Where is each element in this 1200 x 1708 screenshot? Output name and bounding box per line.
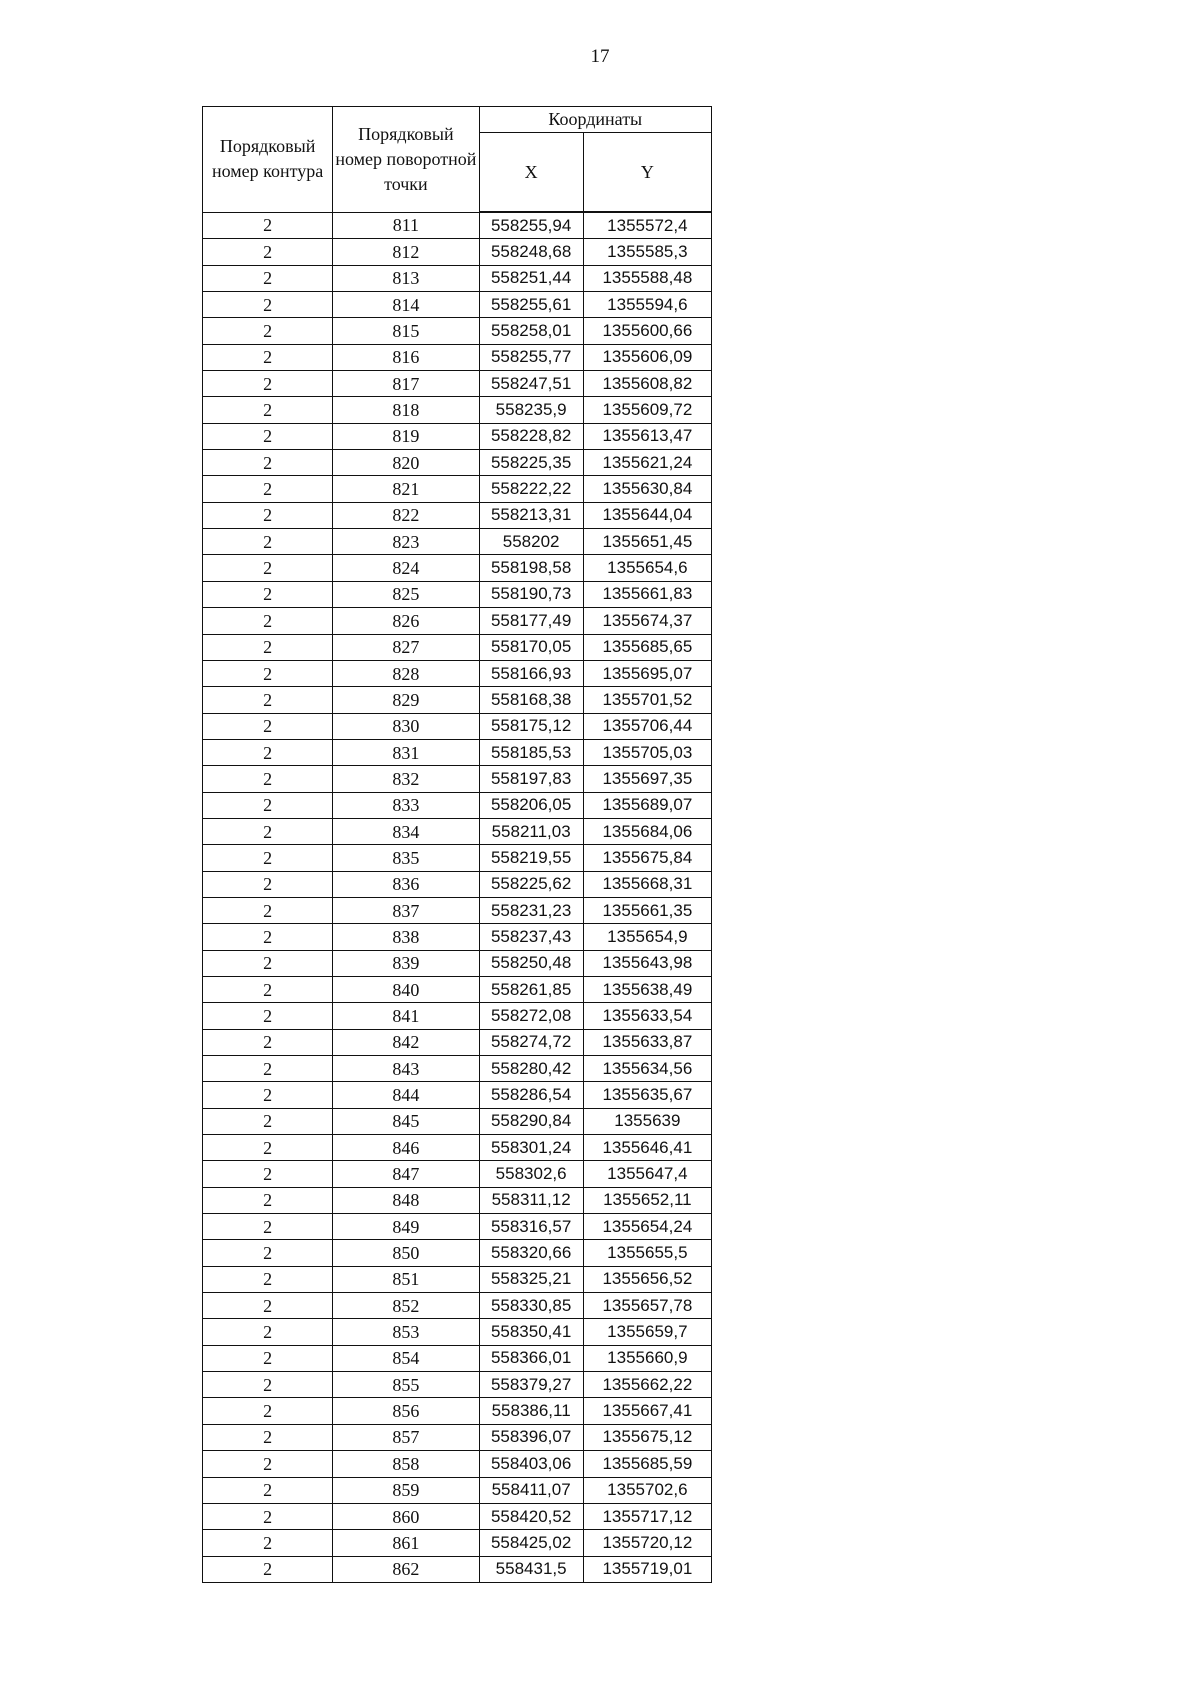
contour-number-cell: 2 xyxy=(203,1424,333,1450)
header-contour-number: Порядковый номер контура xyxy=(203,107,333,213)
x-coordinate-cell: 558166,93 xyxy=(479,660,583,686)
contour-number-cell: 2 xyxy=(203,713,333,739)
contour-number-cell: 2 xyxy=(203,1530,333,1556)
y-coordinate-cell: 1355661,83 xyxy=(583,581,711,607)
point-number-cell: 841 xyxy=(333,1003,479,1029)
x-coordinate-cell: 558211,03 xyxy=(479,818,583,844)
table-row xyxy=(203,1530,712,1556)
point-number-cell: 823 xyxy=(333,529,479,555)
contour-number-cell: 2 xyxy=(203,976,333,1002)
y-coordinate-cell: 1355621,24 xyxy=(583,450,711,476)
y-coordinate-cell: 1355717,12 xyxy=(583,1503,711,1529)
point-number-cell: 815 xyxy=(333,318,479,344)
table-row xyxy=(203,1056,712,1082)
y-coordinate-cell: 1355609,72 xyxy=(583,397,711,423)
point-number-cell: 833 xyxy=(333,792,479,818)
table-row xyxy=(203,818,712,844)
y-coordinate-cell: 1355594,6 xyxy=(583,292,711,318)
y-coordinate-cell: 1355661,35 xyxy=(583,897,711,923)
contour-number-cell: 2 xyxy=(203,581,333,607)
contour-number-cell: 2 xyxy=(203,212,333,239)
table-row xyxy=(203,397,712,423)
point-number-cell: 862 xyxy=(333,1556,479,1582)
coordinates-table xyxy=(202,106,712,1583)
contour-number-cell: 2 xyxy=(203,555,333,581)
table-row xyxy=(203,739,712,765)
x-coordinate-cell: 558330,85 xyxy=(479,1293,583,1319)
y-coordinate-cell: 1355685,65 xyxy=(583,634,711,660)
point-number-cell: 848 xyxy=(333,1187,479,1213)
x-coordinate-cell: 558202 xyxy=(479,529,583,555)
table-row xyxy=(203,1187,712,1213)
point-number-cell: 830 xyxy=(333,713,479,739)
contour-number-cell: 2 xyxy=(203,1161,333,1187)
contour-number-cell: 2 xyxy=(203,265,333,291)
contour-number-cell: 2 xyxy=(203,871,333,897)
y-coordinate-cell: 1355697,35 xyxy=(583,766,711,792)
y-coordinate-cell: 1355674,37 xyxy=(583,608,711,634)
y-coordinate-cell: 1355685,59 xyxy=(583,1451,711,1477)
y-coordinate-cell: 1355643,98 xyxy=(583,950,711,976)
header-x: X xyxy=(479,133,583,213)
point-number-cell: 852 xyxy=(333,1293,479,1319)
point-number-cell: 825 xyxy=(333,581,479,607)
table-row xyxy=(203,1029,712,1055)
point-number-cell: 853 xyxy=(333,1319,479,1345)
y-coordinate-cell: 1355654,9 xyxy=(583,924,711,950)
x-coordinate-cell: 558237,43 xyxy=(479,924,583,950)
x-coordinate-cell: 558274,72 xyxy=(479,1029,583,1055)
header-point-number: Порядковый номер поворотной точки xyxy=(333,107,479,213)
contour-number-cell: 2 xyxy=(203,1266,333,1292)
table-row xyxy=(203,1266,712,1292)
x-coordinate-cell: 558425,02 xyxy=(479,1530,583,1556)
x-coordinate-cell: 558251,44 xyxy=(479,265,583,291)
point-number-cell: 821 xyxy=(333,476,479,502)
table-row xyxy=(203,1345,712,1371)
x-coordinate-cell: 558225,35 xyxy=(479,450,583,476)
contour-number-cell: 2 xyxy=(203,1056,333,1082)
y-coordinate-cell: 1355675,84 xyxy=(583,845,711,871)
y-coordinate-cell: 1355668,31 xyxy=(583,871,711,897)
contour-number-cell: 2 xyxy=(203,1398,333,1424)
y-coordinate-cell: 1355720,12 xyxy=(583,1530,711,1556)
header-y: Y xyxy=(583,133,711,213)
y-coordinate-cell: 1355639 xyxy=(583,1108,711,1134)
y-coordinate-cell: 1355600,66 xyxy=(583,318,711,344)
x-coordinate-cell: 558290,84 xyxy=(479,1108,583,1134)
point-number-cell: 837 xyxy=(333,897,479,923)
point-number-cell: 850 xyxy=(333,1240,479,1266)
table-row xyxy=(203,581,712,607)
x-coordinate-cell: 558228,82 xyxy=(479,423,583,449)
y-coordinate-cell: 1355660,9 xyxy=(583,1345,711,1371)
contour-number-cell: 2 xyxy=(203,292,333,318)
table-row xyxy=(203,1424,712,1450)
contour-number-cell: 2 xyxy=(203,371,333,397)
point-number-cell: 858 xyxy=(333,1451,479,1477)
table-row xyxy=(203,265,712,291)
point-number-cell: 828 xyxy=(333,660,479,686)
point-number-cell: 817 xyxy=(333,371,479,397)
x-coordinate-cell: 558185,53 xyxy=(479,739,583,765)
table-row xyxy=(203,950,712,976)
contour-number-cell: 2 xyxy=(203,1214,333,1240)
y-coordinate-cell: 1355684,06 xyxy=(583,818,711,844)
y-coordinate-cell: 1355662,22 xyxy=(583,1372,711,1398)
y-coordinate-cell: 1355654,6 xyxy=(583,555,711,581)
table-row xyxy=(203,318,712,344)
table-row xyxy=(203,1451,712,1477)
x-coordinate-cell: 558379,27 xyxy=(479,1372,583,1398)
contour-number-cell: 2 xyxy=(203,1003,333,1029)
x-coordinate-cell: 558286,54 xyxy=(479,1082,583,1108)
point-number-cell: 861 xyxy=(333,1530,479,1556)
contour-number-cell: 2 xyxy=(203,1503,333,1529)
x-coordinate-cell: 558386,11 xyxy=(479,1398,583,1424)
contour-number-cell: 2 xyxy=(203,1240,333,1266)
contour-number-cell: 2 xyxy=(203,1477,333,1503)
contour-number-cell: 2 xyxy=(203,608,333,634)
contour-number-cell: 2 xyxy=(203,423,333,449)
y-coordinate-cell: 1355702,6 xyxy=(583,1477,711,1503)
contour-number-cell: 2 xyxy=(203,660,333,686)
y-coordinate-cell: 1355630,84 xyxy=(583,476,711,502)
table-row xyxy=(203,450,712,476)
x-coordinate-cell: 558403,06 xyxy=(479,1451,583,1477)
point-number-cell: 860 xyxy=(333,1503,479,1529)
table-row xyxy=(203,212,712,239)
contour-number-cell: 2 xyxy=(203,924,333,950)
x-coordinate-cell: 558175,12 xyxy=(479,713,583,739)
y-coordinate-cell: 1355659,7 xyxy=(583,1319,711,1345)
table-row xyxy=(203,529,712,555)
point-number-cell: 855 xyxy=(333,1372,479,1398)
contour-number-cell: 2 xyxy=(203,476,333,502)
table-row xyxy=(203,476,712,502)
y-coordinate-cell: 1355633,54 xyxy=(583,1003,711,1029)
point-number-cell: 811 xyxy=(333,212,479,239)
table-row xyxy=(203,608,712,634)
y-coordinate-cell: 1355606,09 xyxy=(583,344,711,370)
contour-number-cell: 2 xyxy=(203,318,333,344)
table-row xyxy=(203,845,712,871)
y-coordinate-cell: 1355652,11 xyxy=(583,1187,711,1213)
x-coordinate-cell: 558206,05 xyxy=(479,792,583,818)
point-number-cell: 838 xyxy=(333,924,479,950)
x-coordinate-cell: 558250,48 xyxy=(479,950,583,976)
table-row xyxy=(203,239,712,265)
x-coordinate-cell: 558213,31 xyxy=(479,502,583,528)
table-row xyxy=(203,1477,712,1503)
y-coordinate-cell: 1355585,3 xyxy=(583,239,711,265)
x-coordinate-cell: 558311,12 xyxy=(479,1187,583,1213)
table-row xyxy=(203,713,712,739)
table-row xyxy=(203,1214,712,1240)
x-coordinate-cell: 558248,68 xyxy=(479,239,583,265)
contour-number-cell: 2 xyxy=(203,792,333,818)
table-row xyxy=(203,792,712,818)
point-number-cell: 834 xyxy=(333,818,479,844)
x-coordinate-cell: 558316,57 xyxy=(479,1214,583,1240)
point-number-cell: 820 xyxy=(333,450,479,476)
point-number-cell: 845 xyxy=(333,1108,479,1134)
y-coordinate-cell: 1355651,45 xyxy=(583,529,711,555)
contour-number-cell: 2 xyxy=(203,450,333,476)
x-coordinate-cell: 558247,51 xyxy=(479,371,583,397)
x-coordinate-cell: 558255,94 xyxy=(479,212,583,239)
point-number-cell: 829 xyxy=(333,687,479,713)
table-row xyxy=(203,660,712,686)
y-coordinate-cell: 1355613,47 xyxy=(583,423,711,449)
x-coordinate-cell: 558396,07 xyxy=(479,1424,583,1450)
x-coordinate-cell: 558431,5 xyxy=(479,1556,583,1582)
point-number-cell: 814 xyxy=(333,292,479,318)
y-coordinate-cell: 1355667,41 xyxy=(583,1398,711,1424)
contour-number-cell: 2 xyxy=(203,1082,333,1108)
y-coordinate-cell: 1355588,48 xyxy=(583,265,711,291)
x-coordinate-cell: 558198,58 xyxy=(479,555,583,581)
x-coordinate-cell: 558235,9 xyxy=(479,397,583,423)
y-coordinate-cell: 1355634,56 xyxy=(583,1056,711,1082)
table-row xyxy=(203,1556,712,1582)
y-coordinate-cell: 1355705,03 xyxy=(583,739,711,765)
x-coordinate-cell: 558190,73 xyxy=(479,581,583,607)
point-number-cell: 819 xyxy=(333,423,479,449)
point-number-cell: 813 xyxy=(333,265,479,291)
table-row xyxy=(203,1003,712,1029)
x-coordinate-cell: 558170,05 xyxy=(479,634,583,660)
contour-number-cell: 2 xyxy=(203,818,333,844)
y-coordinate-cell: 1355654,24 xyxy=(583,1214,711,1240)
y-coordinate-cell: 1355695,07 xyxy=(583,660,711,686)
x-coordinate-cell: 558219,55 xyxy=(479,845,583,871)
contour-number-cell: 2 xyxy=(203,766,333,792)
x-coordinate-cell: 558411,07 xyxy=(479,1477,583,1503)
contour-number-cell: 2 xyxy=(203,1029,333,1055)
y-coordinate-cell: 1355706,44 xyxy=(583,713,711,739)
contour-number-cell: 2 xyxy=(203,1187,333,1213)
y-coordinate-cell: 1355635,67 xyxy=(583,1082,711,1108)
table-row xyxy=(203,634,712,660)
point-number-cell: 827 xyxy=(333,634,479,660)
contour-number-cell: 2 xyxy=(203,739,333,765)
point-number-cell: 826 xyxy=(333,608,479,634)
point-number-cell: 832 xyxy=(333,766,479,792)
table-row xyxy=(203,1240,712,1266)
table-row xyxy=(203,1372,712,1398)
point-number-cell: 842 xyxy=(333,1029,479,1055)
table-row xyxy=(203,344,712,370)
x-coordinate-cell: 558320,66 xyxy=(479,1240,583,1266)
page-number: 17 xyxy=(590,46,610,67)
x-coordinate-cell: 558258,01 xyxy=(479,318,583,344)
y-coordinate-cell: 1355647,4 xyxy=(583,1161,711,1187)
table-row xyxy=(203,687,712,713)
table-row xyxy=(203,924,712,950)
table-row xyxy=(203,371,712,397)
table-row xyxy=(203,1161,712,1187)
point-number-cell: 824 xyxy=(333,555,479,581)
point-number-cell: 818 xyxy=(333,397,479,423)
contour-number-cell: 2 xyxy=(203,397,333,423)
contour-number-cell: 2 xyxy=(203,1372,333,1398)
point-number-cell: 822 xyxy=(333,502,479,528)
table-row xyxy=(203,1503,712,1529)
y-coordinate-cell: 1355638,49 xyxy=(583,976,711,1002)
point-number-cell: 851 xyxy=(333,1266,479,1292)
y-coordinate-cell: 1355656,52 xyxy=(583,1266,711,1292)
point-number-cell: 843 xyxy=(333,1056,479,1082)
table-row xyxy=(203,1135,712,1161)
table-row xyxy=(203,1108,712,1134)
table-row xyxy=(203,897,712,923)
y-coordinate-cell: 1355655,5 xyxy=(583,1240,711,1266)
table-row xyxy=(203,1293,712,1319)
point-number-cell: 816 xyxy=(333,344,479,370)
contour-number-cell: 2 xyxy=(203,1319,333,1345)
contour-number-cell: 2 xyxy=(203,1556,333,1582)
contour-number-cell: 2 xyxy=(203,1345,333,1371)
x-coordinate-cell: 558261,85 xyxy=(479,976,583,1002)
point-number-cell: 847 xyxy=(333,1161,479,1187)
contour-number-cell: 2 xyxy=(203,897,333,923)
point-number-cell: 856 xyxy=(333,1398,479,1424)
x-coordinate-cell: 558301,24 xyxy=(479,1135,583,1161)
contour-number-cell: 2 xyxy=(203,1451,333,1477)
contour-number-cell: 2 xyxy=(203,1135,333,1161)
contour-number-cell: 2 xyxy=(203,687,333,713)
contour-number-cell: 2 xyxy=(203,529,333,555)
x-coordinate-cell: 558255,77 xyxy=(479,344,583,370)
y-coordinate-cell: 1355646,41 xyxy=(583,1135,711,1161)
x-coordinate-cell: 558255,61 xyxy=(479,292,583,318)
x-coordinate-cell: 558366,01 xyxy=(479,1345,583,1371)
point-number-cell: 859 xyxy=(333,1477,479,1503)
y-coordinate-cell: 1355675,12 xyxy=(583,1424,711,1450)
contour-number-cell: 2 xyxy=(203,634,333,660)
y-coordinate-cell: 1355719,01 xyxy=(583,1556,711,1582)
x-coordinate-cell: 558225,62 xyxy=(479,871,583,897)
table-row xyxy=(203,976,712,1002)
table-row xyxy=(203,502,712,528)
y-coordinate-cell: 1355689,07 xyxy=(583,792,711,818)
x-coordinate-cell: 558231,23 xyxy=(479,897,583,923)
table-row xyxy=(203,1398,712,1424)
point-number-cell: 846 xyxy=(333,1135,479,1161)
x-coordinate-cell: 558325,21 xyxy=(479,1266,583,1292)
x-coordinate-cell: 558420,52 xyxy=(479,1503,583,1529)
point-number-cell: 854 xyxy=(333,1345,479,1371)
contour-number-cell: 2 xyxy=(203,950,333,976)
y-coordinate-cell: 1355657,78 xyxy=(583,1293,711,1319)
table-row xyxy=(203,555,712,581)
table-row xyxy=(203,423,712,449)
contour-number-cell: 2 xyxy=(203,502,333,528)
x-coordinate-cell: 558350,41 xyxy=(479,1319,583,1345)
point-number-cell: 812 xyxy=(333,239,479,265)
contour-number-cell: 2 xyxy=(203,239,333,265)
y-coordinate-cell: 1355608,82 xyxy=(583,371,711,397)
point-number-cell: 849 xyxy=(333,1214,479,1240)
contour-number-cell: 2 xyxy=(203,1293,333,1319)
table-body xyxy=(203,212,712,1582)
table-row xyxy=(203,766,712,792)
table-row xyxy=(203,292,712,318)
y-coordinate-cell: 1355701,52 xyxy=(583,687,711,713)
header-coordinates: Координаты xyxy=(479,107,711,133)
x-coordinate-cell: 558197,83 xyxy=(479,766,583,792)
table-row xyxy=(203,871,712,897)
y-coordinate-cell: 1355633,87 xyxy=(583,1029,711,1055)
x-coordinate-cell: 558222,22 xyxy=(479,476,583,502)
x-coordinate-cell: 558168,38 xyxy=(479,687,583,713)
table-row xyxy=(203,1082,712,1108)
point-number-cell: 844 xyxy=(333,1082,479,1108)
point-number-cell: 831 xyxy=(333,739,479,765)
contour-number-cell: 2 xyxy=(203,845,333,871)
point-number-cell: 836 xyxy=(333,871,479,897)
contour-number-cell: 2 xyxy=(203,1108,333,1134)
point-number-cell: 835 xyxy=(333,845,479,871)
x-coordinate-cell: 558177,49 xyxy=(479,608,583,634)
table-row xyxy=(203,1319,712,1345)
point-number-cell: 840 xyxy=(333,976,479,1002)
y-coordinate-cell: 1355644,04 xyxy=(583,502,711,528)
contour-number-cell: 2 xyxy=(203,344,333,370)
x-coordinate-cell: 558272,08 xyxy=(479,1003,583,1029)
table-header xyxy=(203,107,712,213)
x-coordinate-cell: 558280,42 xyxy=(479,1056,583,1082)
y-coordinate-cell: 1355572,4 xyxy=(583,212,711,239)
point-number-cell: 857 xyxy=(333,1424,479,1450)
point-number-cell: 839 xyxy=(333,950,479,976)
x-coordinate-cell: 558302,6 xyxy=(479,1161,583,1187)
